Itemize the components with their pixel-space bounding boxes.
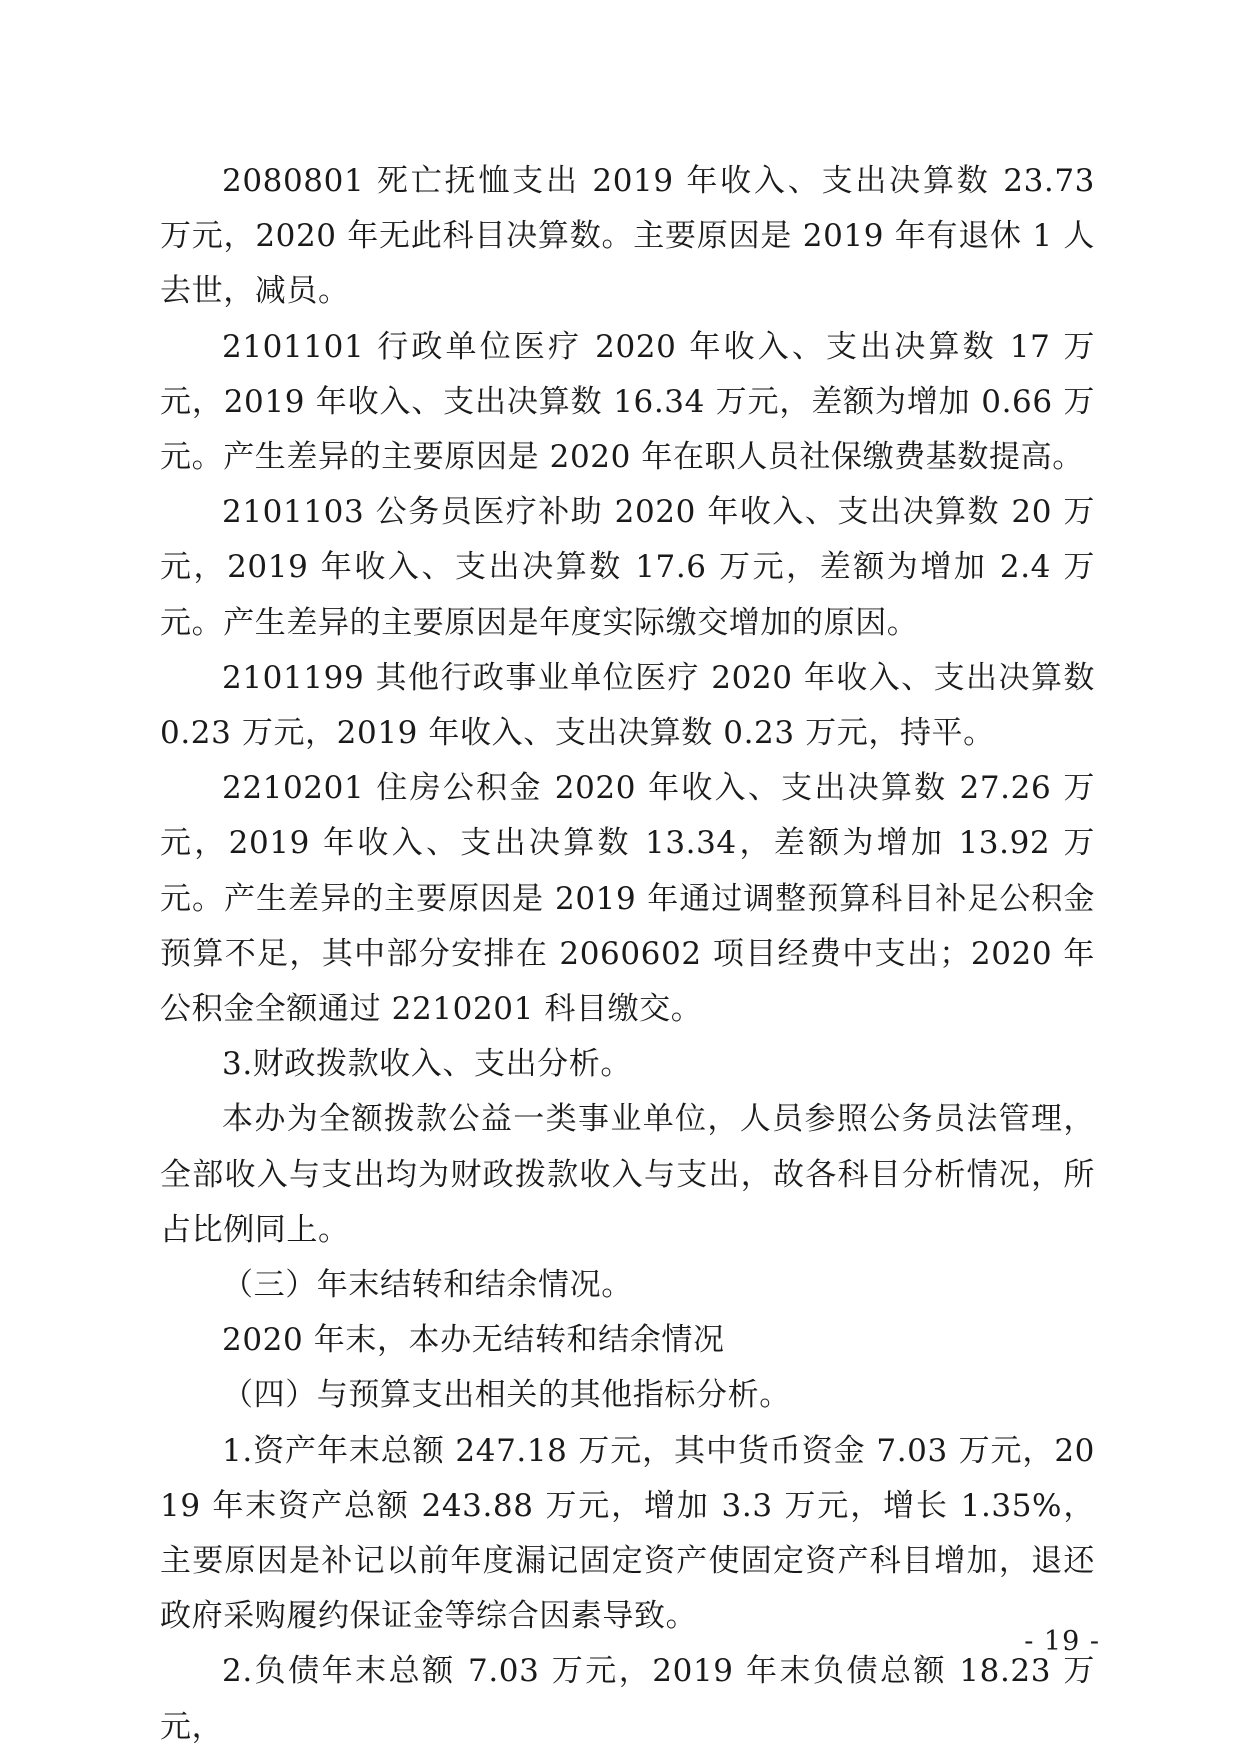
paragraph-housing-fund: 2210201 住房公积金 2020 年收入、支出决算数 27.26 万元，2019 年收入、支出决算数 13.34，差额为增加 13.92 万元。产生差异的主要原因是 2019 年通过调整预算科目补足公积金预算不足，其中部分安排在 2060602 项目经费中支出；2020 年公积金全额通过 2210201 科目缴交。 [160,770,1095,1028]
page-number: - 19 - [1024,1626,1100,1657]
paragraph-year-end-carryover: 2020 年末，本办无结转和结余情况 [222,1322,725,1359]
paragraph-fiscal-appropriation: 本办为全额拨款公益一类事业单位，人员参照公务员法管理，全部收入与支出均为财政拨款收入与支出，故各科目分析情况，所占比例同上。 [160,1101,1095,1248]
paragraph-civil-servant-medical-subsidy: 2101103 公务员医疗补助 2020 年收入、支出决算数 20 万元，2019 年收入、支出决算数 17.6 万元，差额为增加 2.4 万元。产生差异的主要原因是年度实际缴交增加的原因。 [160,494,1095,641]
body-text [160,154,1095,1755]
heading-fiscal-appropriation-analysis: 3.财政拨款收入、支出分析。 [222,1046,632,1083]
heading-other-indicators: （四）与预算支出相关的其他指标分析。 [222,1377,791,1414]
heading-year-end-carryover: （三）年末结转和结余情况。 [222,1267,633,1304]
paragraph-other-medical: 2101199 其他行政事业单位医疗 2020 年收入、支出决算数 0.23 万元，2019 年收入、支出决算数 0.23 万元，持平。 [160,659,1095,752]
paragraph-liabilities: 2.负债年末总额 7.03 万元，2019 年末负债总额 18.23 万元， [160,1653,1095,1745]
paragraph-death-pension: 2080801 死亡抚恤支出 2019 年收入、支出决算数 23.73 万元，2020 年无此科目决算数。主要原因是 2019 年有退休 1 人去世，减员。 [160,163,1095,310]
paragraph-assets: 1.资产年末总额 247.18 万元，其中货币资金 7.03 万元，2019 年末资产总额 243.88 万元，增加 3.3 万元，增长 1.35%，主要原因是补记以前年度漏记固定资产使固定资产科目增加，退还政府采购履约保证金等综合因素导致。 [160,1432,1095,1635]
paragraph-admin-medical: 2101101 行政单位医疗 2020 年收入、支出决算数 17 万元，2019 年收入、支出决算数 16.34 万元，差额为增加 0.66 万元。产生差异的主要原因是 2020 年在职人员社保缴费基数提高。 [160,328,1095,476]
